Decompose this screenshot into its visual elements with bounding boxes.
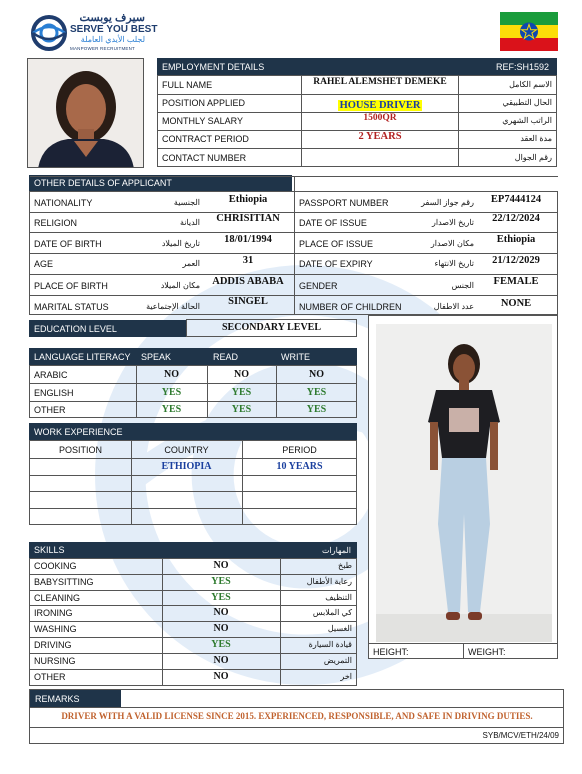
skills-header — [29, 542, 357, 558]
full-name-ar: الاسم الكامل — [509, 80, 552, 89]
language-write-header: WRITE — [281, 351, 310, 362]
age-value: 31 — [242, 255, 254, 266]
remarks-text: DRIVER WITH A VALID LICENSE SINCE 2015. EXPERIENCED, RESPONSIBLE, AND SAFE IN DRIVING DUTIES. — [61, 711, 533, 721]
skill-babysitting-label: BABYSITTING — [34, 577, 94, 587]
skill-babysitting-value: YES — [211, 576, 231, 587]
date-of-expiry-ar: تاريخ الانتهاء — [434, 259, 474, 268]
remarks-box — [29, 689, 564, 744]
language-arabic-label: ARABIC — [34, 370, 68, 380]
passport-number-ar: رقم جواز السفر — [421, 198, 474, 207]
date-of-birth-ar: تاريخ الميلاد — [161, 239, 200, 248]
skills-title: SKILLS — [34, 545, 65, 555]
other-details-table — [29, 191, 558, 315]
language-arabic-speak: NO — [164, 369, 179, 380]
work-position-header: POSITION — [58, 445, 102, 455]
language-other-label: OTHER — [34, 405, 66, 415]
marital-status-label: MARITAL STATUS — [34, 302, 109, 312]
date-of-issue-ar: تاريخ الاصدار — [431, 218, 474, 227]
work-experience-table — [29, 440, 357, 525]
skill-driving-ar: قيادة السيارة — [308, 640, 352, 649]
language-literacy-table — [29, 365, 357, 418]
skill-driving-label: DRIVING — [34, 640, 72, 650]
place-of-birth-value: ADDIS ABABA — [212, 276, 284, 287]
skill-nursing-ar: التمريض — [323, 656, 352, 665]
contract-period-label: CONTRACT PERIOD — [162, 134, 249, 144]
logo-arabic: سيرف يوبست — [79, 12, 145, 24]
skill-washing-ar: الغسيل — [327, 624, 352, 633]
language-english-write: YES — [306, 387, 327, 398]
position-applied-ar: الحال التطبيقي — [502, 98, 552, 107]
other-details-title: OTHER DETAILS OF APPLICANT — [34, 178, 172, 188]
language-read-header: READ — [213, 351, 239, 362]
skill-other-label: OTHER — [34, 672, 66, 682]
skill-cooking-value: NO — [213, 560, 229, 571]
globe-icon — [30, 13, 68, 53]
gender-ar: الجنس — [451, 281, 474, 290]
marital-status-value: SINGEL — [228, 296, 268, 307]
other-details-header — [29, 175, 292, 191]
applicant-portrait-photo — [27, 58, 144, 168]
language-arabic-write: NO — [309, 369, 324, 380]
education-level-title: EDUCATION LEVEL — [34, 323, 117, 334]
remarks-title: REMARKS — [35, 693, 80, 704]
place-of-issue-label: PLACE OF ISSUE — [299, 239, 374, 249]
ethiopia-flag-icon — [500, 12, 558, 51]
contact-number-label: CONTACT NUMBER — [162, 153, 247, 163]
place-of-birth-label: PLACE OF BIRTH — [34, 281, 108, 291]
language-speak-header: SPEAK — [141, 351, 172, 362]
education-level-header — [29, 320, 186, 337]
number-of-children-label: NUMBER OF CHILDREN — [299, 302, 402, 312]
religion-ar: الديانة — [179, 218, 200, 227]
full-name-value: RAHEL ALEMSHET DEMEKE — [313, 77, 447, 87]
date-of-issue-value: 22/12/2024 — [492, 213, 540, 224]
skills-title-ar: المهارات — [321, 545, 351, 555]
contract-period-ar: مدة العقد — [520, 134, 552, 143]
skill-cleaning-value: YES — [211, 592, 231, 603]
work-country-header: COUNTRY — [164, 445, 209, 455]
work-row-country: ETHIOPIA — [161, 461, 212, 472]
skill-other-value: NO — [213, 671, 229, 682]
monthly-salary-label: MONTHLY SALARY — [162, 116, 244, 126]
gender-label: GENDER — [299, 281, 338, 291]
marital-status-ar: الحالة الإجتماعية — [146, 302, 200, 311]
skill-cooking-label: COOKING — [34, 561, 77, 571]
date-of-expiry-label: DATE OF EXPIRY — [299, 259, 373, 269]
skill-ironing-label: IRONING — [34, 608, 73, 618]
language-literacy-title: LANGUAGE LITERACY — [34, 351, 131, 362]
remarks-header — [30, 690, 121, 707]
skill-ironing-value: NO — [213, 607, 229, 618]
language-literacy-header — [29, 348, 357, 365]
language-other-speak: YES — [161, 404, 182, 415]
work-row-period: 10 YEARS — [276, 461, 323, 472]
skill-cleaning-ar: التنظيف — [325, 593, 352, 602]
work-experience-title: WORK EXPERIENCE — [34, 426, 123, 437]
nationality-ar: الجنسية — [173, 198, 200, 207]
skill-cooking-ar: طبخ — [338, 561, 352, 570]
nationality-value: Ethiopia — [228, 194, 268, 205]
contact-number-ar: رقم الجوال — [514, 153, 552, 162]
skill-nursing-value: NO — [213, 655, 229, 666]
place-of-birth-ar: مكان الميلاد — [160, 281, 200, 290]
reference-number: REF:SH1592 — [495, 61, 549, 72]
employment-details-title: EMPLOYMENT DETAILS — [162, 61, 265, 72]
portrait-figure — [28, 59, 144, 168]
skill-driving-value: YES — [211, 639, 231, 650]
date-of-issue-label: DATE OF ISSUE — [299, 218, 367, 228]
skill-nursing-label: NURSING — [34, 656, 76, 666]
nationality-label: NATIONALITY — [34, 198, 93, 208]
skill-babysitting-ar: رعاية الأطفال — [306, 577, 352, 586]
full-body-figure — [376, 324, 552, 642]
religion-value: CHRISITIAN — [216, 213, 280, 224]
height-label: HEIGHT: — [373, 647, 409, 657]
work-period-header: PERIOD — [282, 445, 317, 455]
work-experience-header — [29, 423, 357, 440]
full-body-photo — [376, 324, 552, 642]
language-other-write: YES — [306, 404, 327, 415]
employment-details-header — [157, 58, 557, 75]
passport-number-label: PASSPORT NUMBER — [299, 198, 389, 208]
contract-period-value: 2 YEARS — [358, 131, 402, 142]
gender-value: FEMALE — [493, 276, 539, 287]
company-logo — [30, 12, 158, 55]
passport-number-value: EP7444124 — [490, 194, 542, 205]
skill-other-ar: اخر — [340, 672, 352, 681]
language-english-read: YES — [231, 387, 252, 398]
position-applied-value: HOUSE DRIVER — [339, 100, 421, 111]
skills-table — [29, 558, 357, 686]
number-of-children-ar: عدد الاطفال — [433, 302, 474, 311]
weight-label: WEIGHT: — [468, 647, 506, 657]
skill-ironing-ar: كي الملابس — [312, 608, 352, 617]
document-code: SYB/MCV/ETH/24/09 — [482, 731, 559, 740]
position-applied-label: POSITION APPLIED — [162, 98, 246, 108]
employment-details-table — [157, 75, 557, 167]
logo-name: SERVE YOU BEST — [70, 24, 158, 35]
language-other-read: YES — [231, 404, 252, 415]
skill-cleaning-label: CLEANING — [34, 593, 81, 603]
number-of-children-value: NONE — [500, 298, 532, 309]
logo-tagline: MANPOWER RECRUITMENT — [70, 46, 135, 51]
education-level-value: SECONDARY LEVEL — [186, 319, 357, 337]
monthly-salary-value: 1500QR — [363, 113, 397, 123]
age-ar: العمر — [182, 259, 200, 268]
language-english-speak: YES — [161, 387, 182, 398]
logo-arabic-sub: لجلب الأيدي العاملة — [80, 35, 145, 44]
date-of-birth-label: DATE OF BIRTH — [34, 239, 102, 249]
skill-washing-label: WASHING — [34, 624, 77, 634]
full-body-photo-frame — [368, 315, 558, 659]
monthly-salary-ar: الراتب الشهري — [502, 116, 552, 125]
language-arabic-read: NO — [234, 369, 249, 380]
age-label: AGE — [34, 259, 54, 269]
full-name-label: FULL NAME — [162, 80, 213, 90]
religion-label: RELIGION — [34, 218, 78, 228]
date-of-expiry-value: 21/12/2029 — [492, 255, 540, 266]
place-of-issue-value: Ethiopia — [496, 234, 536, 245]
date-of-birth-value: 18/01/1994 — [224, 234, 272, 245]
language-english-label: ENGLISH — [34, 388, 74, 398]
skill-washing-value: NO — [213, 623, 229, 634]
place-of-issue-ar: مكان الاصدار — [430, 239, 474, 248]
